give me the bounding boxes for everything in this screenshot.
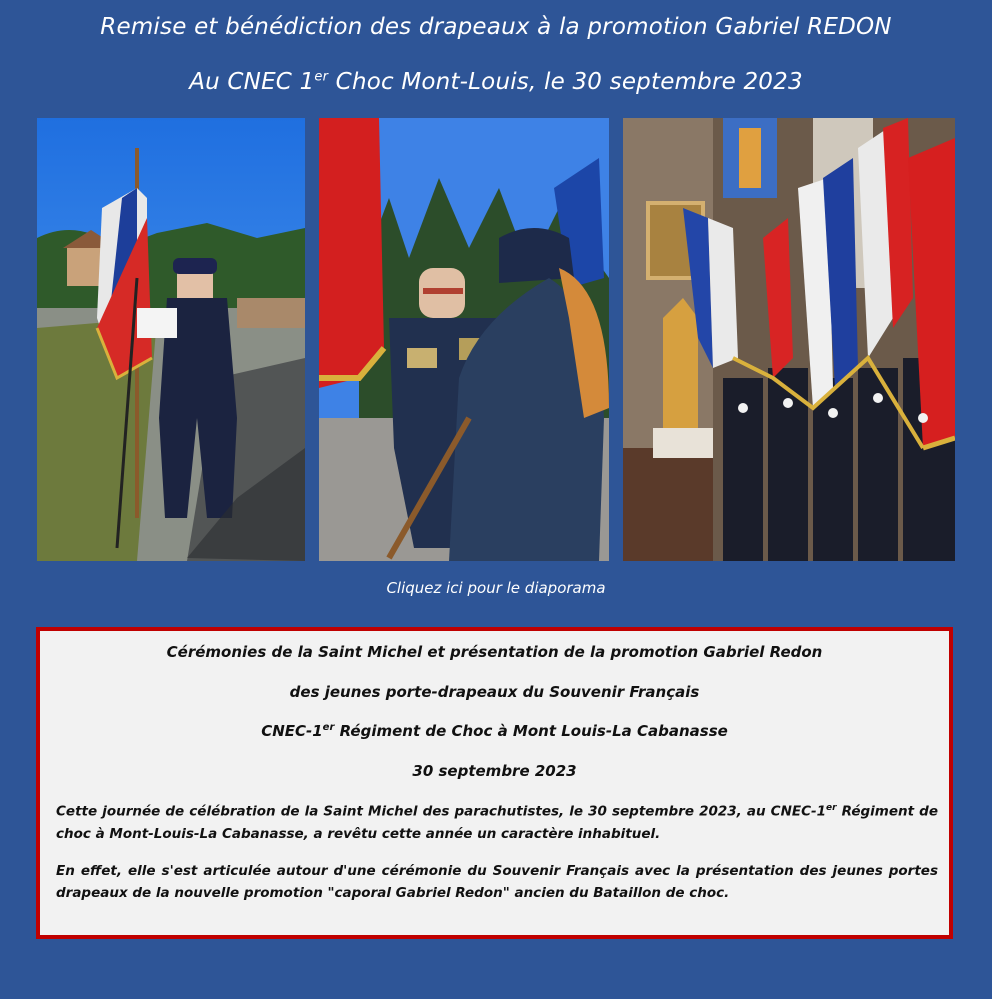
page-title xyxy=(0,14,992,40)
heading3-post: Régiment de Choc à Mont Louis-La Cabanasse xyxy=(334,722,728,740)
photo-speaker-image xyxy=(37,118,305,561)
para1-pre: Cette journée de célébration de la Saint Michel des parachutistes, le 30 septembre 2023, au CNEC-1 xyxy=(56,803,826,820)
subtitle-pre: Au CNEC 1 xyxy=(189,69,315,95)
para1-post: Régiment de choc à Mont-Louis-La Cabanasse, a revêtu cette année un caractère inhabituel. xyxy=(56,803,938,842)
heading3-sup: er xyxy=(322,722,335,733)
article-heading-1: Cérémonies de la Saint Michel et présentation de la promotion Gabriel Redon xyxy=(166,643,823,661)
article-heading-2: des jeunes porte-drapeaux du Souvenir Français xyxy=(289,683,700,701)
subtitle-sup: er xyxy=(314,69,329,85)
para1-sup: er xyxy=(826,803,837,813)
article-paragraph-2: En effet, elle s'est articulée autour d'une cérémonie du Souvenir Français avec la présentation des jeunes portes drapeaux de la nouvelle promotion "caporal Gabriel Redon" ancien du Bataillon de choc. xyxy=(56,863,938,901)
photo-church-flags-image xyxy=(623,118,955,561)
slideshow-link-text[interactable]: Cliquez ici pour le diaporama xyxy=(386,579,606,597)
article-date: 30 septembre 2023 xyxy=(412,762,577,780)
page-title-text: Remise et bénédiction des drapeaux à la promotion Gabriel REDON xyxy=(100,14,892,40)
slideshow-link[interactable] xyxy=(0,579,992,597)
article-panel xyxy=(36,627,953,939)
photo-church-flags[interactable] xyxy=(623,118,955,561)
subtitle-post: Choc Mont-Louis, le 30 septembre 2023 xyxy=(328,69,803,95)
page-subtitle xyxy=(0,69,992,95)
article-heading-3 xyxy=(40,722,949,740)
article-paragraph-1 xyxy=(56,797,938,845)
photo-flag-handover[interactable] xyxy=(319,118,609,561)
photo-speaker[interactable] xyxy=(37,118,305,561)
heading3-pre: CNEC-1 xyxy=(261,722,323,740)
photo-flag-handover-image xyxy=(319,118,609,561)
